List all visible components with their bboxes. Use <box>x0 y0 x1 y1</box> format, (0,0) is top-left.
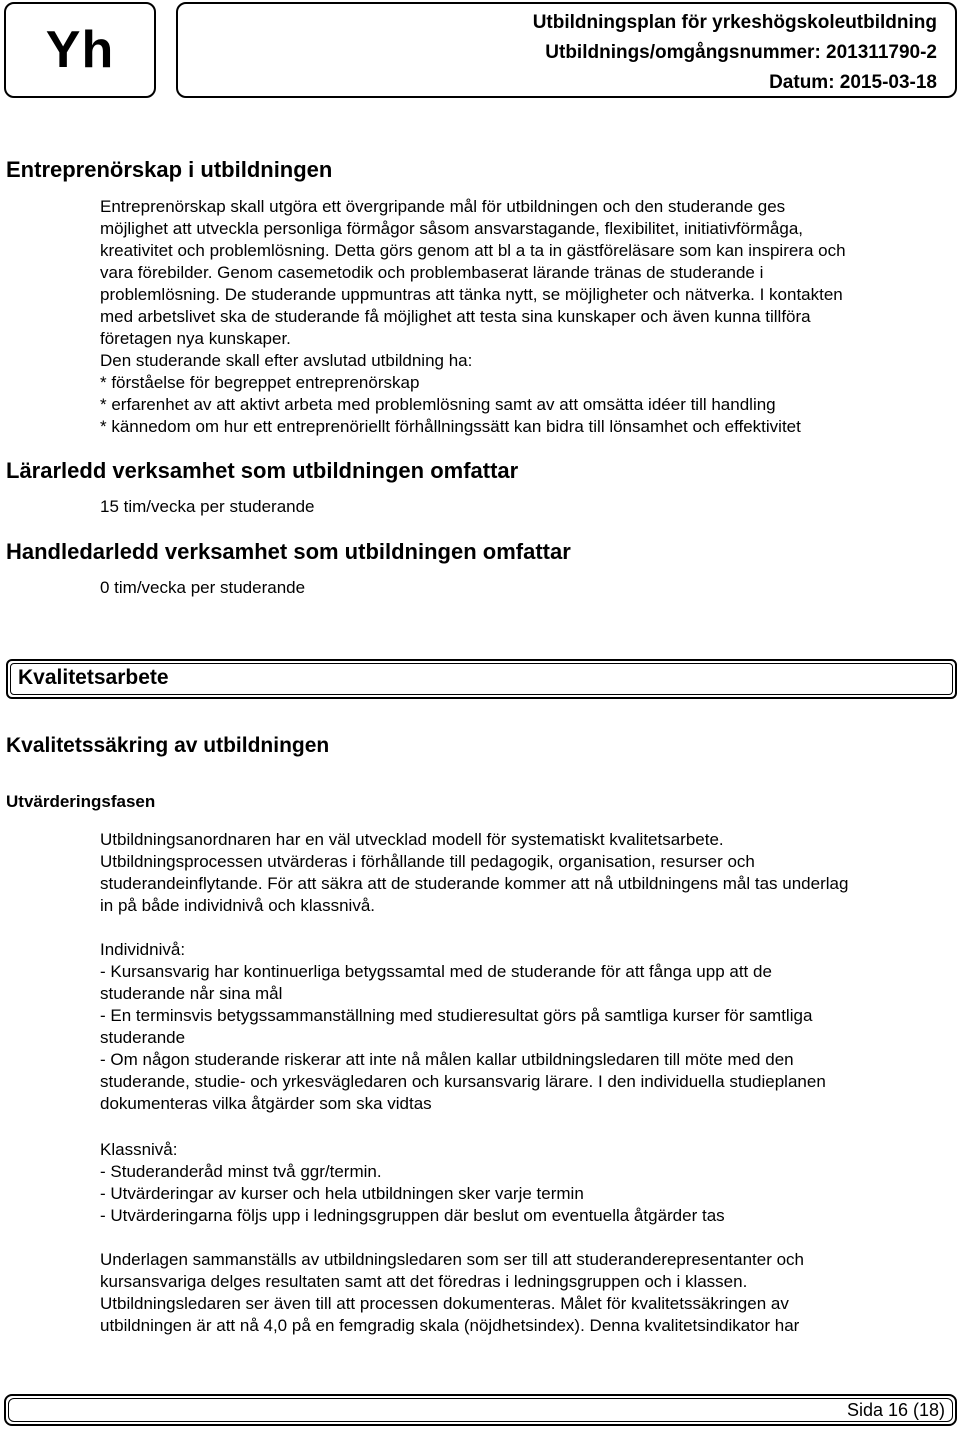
paragraph-line: in på både individnivå och klassnivå. <box>100 896 376 915</box>
paragraph-line: - Kursansvarig har kontinuerliga betygssamtal med de studerande för att fånga upp att de <box>100 962 772 981</box>
teacher-led-value: 15 tim/vecka per studerande <box>100 497 315 516</box>
paragraph-line: - Om någon studerande riskerar att inte nå målen kallar utbildningsledaren till möte med den <box>100 1050 794 1069</box>
quality-intro <box>100 829 952 917</box>
paragraph-line: med arbetslivet ska de studerande få möjlighet att testa sina kunskaper och även kunna tillföra <box>100 307 811 326</box>
paragraph-line: studerande når sina mål <box>100 984 283 1003</box>
paragraph-line: dokumenteras vilka åtgärder som ska vidtas <box>100 1094 432 1113</box>
document-date: Datum: 2015-03-18 <box>769 72 937 93</box>
page-footer <box>4 1394 957 1426</box>
paragraph-line: företagen nya kunskaper. <box>100 329 291 348</box>
logo <box>4 2 156 98</box>
paragraph-line: Entreprenörskap skall utgöra ett övergripande mål för utbildningen och den studerande ges <box>100 197 786 216</box>
footer-inner-border <box>8 1398 953 1422</box>
supervisor-led-heading: Handledarledd verksamhet som utbildningen omfattar <box>6 539 571 564</box>
bullet-line: * kännedom om hur ett entreprenöriellt förhållningssätt kan bidra till lönsamhet och effektivitet <box>100 417 801 436</box>
entrepreneurship-text <box>100 196 952 438</box>
paragraph-line: problemlösning. De studerande uppmuntras att tänka nytt, se möjligheter och nätverka. I kontakten <box>100 285 843 304</box>
paragraph-line: Utbildningsprocessen utvärderas i förhållande till pedagogik, organisation, resurser och <box>100 852 755 871</box>
paragraph-line: - Studeranderåd minst två ggr/termin. <box>100 1162 382 1181</box>
paragraph-line: studerandeinflytande. För att säkra att de studerande kommer att nå utbildningens mål tas underlag <box>100 874 849 893</box>
paragraph-line: Underlagen sammanställs av utbildningsledaren som ser till att studeranderepresentanter och <box>100 1250 804 1269</box>
paragraph-line: möjlighet att utveckla personliga förmågor såsom ansvarstagande, flexibilitet, initiativförmåga, <box>100 219 804 238</box>
paragraph-line: kursansvariga delges resultaten samt att det föredras i ledningsgruppen och i klassen. <box>100 1272 748 1291</box>
quality-closing <box>100 1249 952 1337</box>
paragraph-line: Klassnivå: <box>100 1140 178 1159</box>
paragraph-line: studerande <box>100 1028 186 1047</box>
paragraph-line: utbildningen är att nå 4,0 på en femgradig skala (nöjdhetsindex). Denna kvalitetsindikator har <box>100 1316 800 1335</box>
paragraph-line: Individnivå: <box>100 940 186 959</box>
paragraph-line: - Utvärderingar av kurser och hela utbildningen sker varje termin <box>100 1184 584 1203</box>
paragraph-line: Utbildningsanordnaren har en väl utvecklad modell för systematiskt kvalitetsarbete. <box>100 830 724 849</box>
evaluation-phase-heading: Utvärderingsfasen <box>6 792 156 811</box>
quality-assurance-heading: Kvalitetssäkring av utbildningen <box>6 734 330 757</box>
bullet-line: * erfarenhet av att aktivt arbeta med problemlösning samt av att omsätta idéer till handling <box>100 395 776 414</box>
page-number: Sida 16 (18) <box>846 1400 945 1420</box>
document-title: Utbildningsplan för yrkeshögskoleutbildning <box>532 12 937 33</box>
quality-section-box <box>6 659 957 699</box>
bullet-line: * förståelse för begreppet entreprenörskap <box>100 373 420 392</box>
teacher-led-heading: Lärarledd verksamhet som utbildningen omfattar <box>6 458 519 483</box>
paragraph-line: Den studerande skall efter avslutad utbildning ha: <box>100 351 473 370</box>
program-number: Utbildnings/omgångsnummer: 201311790-2 <box>545 42 937 63</box>
paragraph-line: - Utvärderingarna följs upp i ledningsgruppen där beslut om eventuella åtgärder tas <box>100 1206 725 1225</box>
paragraph-line: studerande, studie- och yrkesvägledaren och kursansvarig lärare. I den individuella studieplanen <box>100 1072 826 1091</box>
quality-section-title: Kvalitetsarbete <box>18 666 169 689</box>
document-header <box>176 2 957 98</box>
paragraph-line: - En terminsvis betygssammanställning med studieresultat görs på samtliga kurser för samtliga <box>100 1006 813 1025</box>
entrepreneurship-heading: Entreprenörskap i utbildningen <box>6 157 333 182</box>
paragraph-line: vara förebilder. Genom casemetodik och problembaserat lärande tränas de studerande i <box>100 263 764 282</box>
paragraph-line: Utbildningsledaren ser även till att processen dokumenteras. Målet för kvalitetssäkringen av <box>100 1294 789 1313</box>
logo-text: Yh <box>45 21 115 79</box>
class-level <box>100 1139 952 1227</box>
paragraph-line: kreativitet och problemlösning. Detta görs genom att bl a ta in gästföreläsare som kan inspirera och <box>100 241 846 260</box>
individual-level <box>100 939 952 1115</box>
supervisor-led-value: 0 tim/vecka per studerande <box>100 578 306 597</box>
